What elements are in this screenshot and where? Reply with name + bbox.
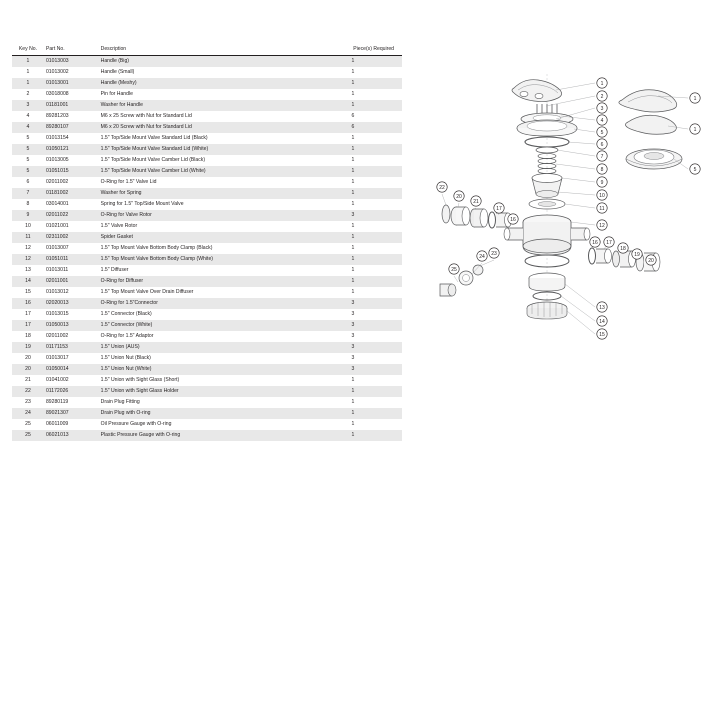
cell-quantity: 3	[351, 322, 355, 328]
callout-bubble-5	[690, 164, 700, 174]
cell-description: Spider Gasket	[100, 234, 133, 240]
cell-description: O-Ring for 1.5"Connector	[100, 300, 158, 306]
cell-key-number: 21	[25, 377, 31, 383]
cell-part-number: 02311002	[45, 234, 69, 240]
callout-label: 20	[648, 257, 654, 264]
callout-bubble-1	[597, 78, 607, 88]
cell-quantity: 3	[351, 355, 355, 361]
cell-quantity: 1	[351, 432, 355, 438]
table-row	[12, 287, 402, 298]
callout-bubble-8	[597, 164, 607, 174]
callout-bubble-20	[646, 255, 656, 265]
camber-lid-part	[626, 149, 682, 169]
cell-key-number: 5	[26, 157, 30, 163]
callout-label: 17	[496, 205, 502, 212]
callout-bubble-21	[471, 196, 481, 206]
cell-description: O-Ring for 1.5" Adaptor	[100, 333, 154, 339]
cell-key-number: 15	[25, 289, 31, 295]
table-row	[12, 254, 402, 265]
callout-bubble-1	[690, 124, 700, 134]
cell-quantity: 1	[351, 102, 355, 108]
callout-bubble-4	[597, 115, 607, 125]
cell-part-number: 03014001	[45, 201, 69, 207]
callout-label: 3	[600, 105, 604, 112]
cell-quantity: 1	[351, 58, 355, 64]
cell-quantity: 1	[351, 267, 355, 273]
cell-part-number: 01013002	[45, 69, 69, 75]
cell-description: 1.5" Union Nut (White)	[100, 366, 152, 372]
cell-description: Washer for Spring	[100, 190, 142, 196]
callout-label: 2	[600, 93, 604, 100]
cell-key-number: 7	[26, 190, 30, 196]
table-row	[12, 243, 402, 254]
cell-quantity: 1	[351, 179, 355, 185]
cell-quantity: 3	[351, 333, 355, 339]
cell-description: Handle (Meshy)	[100, 80, 137, 86]
table-row	[12, 155, 402, 166]
cell-part-number: 01051015	[45, 168, 69, 174]
cell-part-number: 01051011	[45, 256, 69, 262]
callout-label: 7	[600, 153, 604, 160]
cell-part-number: 01013154	[45, 135, 69, 141]
diagram-svg	[406, 56, 706, 356]
cell-description: Plastic Pressure Gauge with O-ring	[100, 432, 181, 438]
cell-key-number: 5	[26, 168, 30, 174]
cell-part-number: 02011002	[45, 179, 69, 185]
cell-part-number: 01050013	[45, 322, 69, 328]
cell-key-number: 16	[25, 300, 31, 306]
table-row	[12, 309, 402, 320]
cell-part-number: 01181001	[45, 102, 69, 108]
cell-description: 1.5" Union with Sight Glass Holder	[100, 388, 179, 394]
cell-quantity: 1	[351, 146, 355, 152]
cell-quantity: 6	[351, 124, 355, 130]
cell-key-number: 25	[25, 432, 31, 438]
drain-plug-gauge-group	[440, 265, 483, 296]
cell-description: 1.5" Top/Side Mount Valve Camber Lid (Black)	[100, 157, 206, 163]
callout-label: 8	[600, 166, 604, 173]
cell-key-number: 4	[26, 113, 30, 119]
callout-bubble-14	[597, 316, 607, 326]
cell-part-number: 89280119	[45, 399, 69, 405]
callout-bubble-18	[618, 243, 628, 253]
cell-key-number: 6	[26, 179, 30, 185]
cell-quantity: 1	[351, 256, 355, 262]
callout-label: 9	[600, 179, 604, 186]
table-row	[12, 177, 402, 188]
cell-description: Drain Plug Fitting	[100, 399, 140, 405]
callout-label: 1	[693, 126, 697, 133]
cell-description: Spring for 1.5" Top/Side Mount Valve	[100, 201, 184, 207]
callout-bubble-23	[489, 248, 499, 258]
cell-key-number: 1	[26, 58, 30, 64]
callout-label: 16	[592, 239, 598, 246]
cell-part-number: 89281203	[45, 113, 69, 119]
table-row	[12, 353, 402, 364]
column-header-description: Description	[98, 44, 330, 56]
table-row	[12, 408, 402, 419]
table-row	[12, 210, 402, 221]
callout-bubble-5	[597, 127, 607, 137]
cell-description: Pin for Handle	[100, 91, 133, 97]
table-row	[12, 430, 402, 441]
callout-label: 24	[479, 253, 485, 260]
cell-part-number: 01171153	[45, 344, 68, 350]
callout-bubble-11	[597, 203, 607, 213]
spring-washer-part	[536, 147, 558, 153]
callout-label: 19	[634, 251, 640, 258]
cell-quantity: 1	[351, 190, 355, 196]
cell-key-number: 12	[25, 256, 31, 262]
cell-part-number: 89021307	[45, 410, 69, 416]
cell-quantity: 3	[351, 311, 355, 317]
cell-part-number: 01172026	[45, 388, 69, 394]
callout-bubble-7	[597, 151, 607, 161]
callout-label: 6	[600, 141, 604, 148]
cell-key-number: 23	[25, 399, 31, 405]
cell-key-number: 9	[26, 212, 30, 218]
bottom-body-clamp-part	[525, 255, 569, 267]
cell-description: Handle (Small)	[100, 69, 135, 75]
table-row	[12, 276, 402, 287]
table-row	[12, 265, 402, 276]
cell-part-number: 01050121	[45, 146, 69, 152]
callout-bubble-12	[597, 220, 607, 230]
callout-label: 10	[599, 192, 605, 199]
cell-key-number: 22	[25, 388, 31, 394]
table-row	[12, 232, 402, 243]
cell-description: Handle (Big)	[100, 58, 129, 64]
callout-label: 21	[473, 198, 479, 205]
handle-big-part	[512, 80, 562, 102]
cell-part-number: 01013001	[45, 80, 69, 86]
cell-part-number: 03018008	[45, 91, 69, 97]
callout-label: 14	[599, 318, 605, 325]
cell-quantity: 1	[351, 91, 355, 97]
cell-part-number: 89280107	[45, 124, 69, 130]
callout-label: 17	[606, 239, 612, 246]
table-row	[12, 133, 402, 144]
cell-key-number: 3	[26, 102, 30, 108]
cell-description: O-Ring for Valve Rotor	[100, 212, 152, 218]
callout-label: 1	[693, 95, 697, 102]
callout-label: 22	[439, 184, 445, 191]
cell-quantity: 1	[351, 410, 355, 416]
cell-key-number: 14	[25, 278, 31, 284]
cell-quantity: 1	[351, 168, 355, 174]
table-row	[12, 199, 402, 210]
cell-key-number: 4	[26, 124, 30, 130]
cell-description: 1.5" Valve Rotor	[100, 223, 138, 229]
cell-part-number: 02011002	[45, 333, 69, 339]
cell-part-number: 02020013	[45, 300, 69, 306]
parts-table-header	[12, 44, 402, 56]
parts-table	[12, 44, 402, 441]
table-row	[12, 331, 402, 342]
cell-part-number: 02011022	[45, 212, 69, 218]
cell-description: 1.5" Diffuser	[100, 267, 129, 273]
table-row	[12, 298, 402, 309]
table-row	[12, 221, 402, 232]
cell-part-number: 01013012	[45, 289, 69, 295]
cell-part-number: 01021001	[45, 223, 69, 229]
cell-part-number: 01013015	[45, 311, 69, 317]
callout-bubble-10	[597, 190, 607, 200]
cell-description: 1.5" Connector (Black)	[100, 311, 152, 317]
cell-part-number: 01013007	[45, 245, 69, 251]
cell-quantity: 1	[351, 421, 355, 427]
callout-bubble-17	[604, 237, 614, 247]
spider-gasket-part	[529, 199, 565, 209]
table-row	[12, 100, 402, 111]
cell-part-number: 01013003	[45, 58, 69, 64]
callout-bubble-2	[597, 91, 607, 101]
cell-key-number: 1	[26, 80, 30, 86]
cell-key-number: 12	[25, 245, 31, 251]
cell-key-number: 13	[25, 267, 31, 273]
callout-bubble-24	[477, 251, 487, 261]
parts-table-body	[12, 56, 402, 442]
column-header-qty: Piece(s) Required	[329, 44, 402, 56]
callout-label: 11	[599, 205, 605, 212]
cell-description: 1.5" Connector (White)	[100, 322, 153, 328]
cell-quantity: 1	[351, 69, 355, 75]
callout-label: 23	[491, 250, 497, 257]
callout-bubble-19	[632, 249, 642, 259]
table-row	[12, 166, 402, 177]
callout-bubble-25	[449, 264, 459, 274]
cell-quantity: 1	[351, 388, 355, 394]
cell-part-number: 01013005	[45, 157, 69, 163]
cell-part-number: 01181002	[45, 190, 69, 196]
cell-description: Oil Pressure Gauge with O-ring	[100, 421, 172, 427]
cell-description: 1.5" Top/Side Mount Valve Camber Lid (White)	[100, 168, 206, 174]
callout-bubble-20	[454, 191, 464, 201]
cell-description: 1.5" Union (AUS)	[100, 344, 140, 350]
callout-bubble-16	[508, 214, 518, 224]
callout-label: 15	[599, 331, 605, 338]
cell-description: 1.5" Top Mount Valve Over Drain Diffuser	[100, 289, 194, 295]
callout-label: 12	[599, 222, 605, 229]
cell-key-number: 17	[25, 322, 31, 328]
cell-key-number: 2	[26, 91, 30, 97]
valve-rotor-part	[532, 174, 562, 198]
cell-description: M6 x 20 Screw with Nut for Standard Lid	[100, 124, 192, 130]
cell-key-number: 5	[26, 146, 30, 152]
cell-key-number: 20	[25, 355, 31, 361]
table-row	[12, 397, 402, 408]
callout-bubble-17	[494, 203, 504, 213]
standard-lid-part	[517, 120, 577, 136]
cell-description: O-Ring for Diffuser	[100, 278, 144, 284]
cell-part-number: 01013017	[45, 355, 69, 361]
cell-quantity: 6	[351, 113, 355, 119]
callout-bubble-15	[597, 329, 607, 339]
callout-bubble-13	[597, 302, 607, 312]
cell-description: 1.5" Union with Sight Glass (Short)	[100, 377, 180, 383]
cell-quantity: 3	[351, 366, 355, 372]
callout-bubble-9	[597, 177, 607, 187]
callout-bubble-1	[690, 93, 700, 103]
callout-label: 4	[600, 117, 604, 124]
cell-key-number: 20	[25, 366, 31, 372]
table-row	[12, 67, 402, 78]
callout-label: 13	[599, 304, 605, 311]
table-row	[12, 364, 402, 375]
callout-label: 18	[620, 245, 626, 252]
column-header-key: Key No.	[12, 44, 44, 56]
cell-description: 1.5" Top/Side Mount Valve Standard Lid (White)	[100, 146, 209, 152]
cell-quantity: 1	[351, 223, 355, 229]
cell-description: 1.5" Top/Side Mount Valve Standard Lid (Black)	[100, 135, 208, 141]
cell-part-number: 02011001	[45, 278, 69, 284]
handle-small-part	[625, 115, 676, 134]
cell-part-number: 01013011	[45, 267, 69, 273]
cell-key-number: 11	[25, 234, 31, 240]
cell-key-number: 25	[25, 421, 31, 427]
cell-description: M6 x 25 Screw with Nut for Standard Lid	[100, 113, 192, 119]
table-row	[12, 386, 402, 397]
cell-key-number: 10	[25, 223, 31, 229]
callout-label: 5	[693, 166, 697, 173]
table-row	[12, 122, 402, 133]
callout-bubble-16	[590, 237, 600, 247]
cell-description: 1.5" Union Nut (Black)	[100, 355, 151, 361]
column-header-part: Part No.	[44, 44, 98, 56]
cell-description: O-Ring for 1.5" Valve Lid	[100, 179, 157, 185]
callout-bubble-3	[597, 103, 607, 113]
cell-key-number: 8	[26, 201, 30, 207]
cell-description: 1.5" Top Mount Valve Bottom Body Clamp (White)	[100, 256, 213, 262]
table-row	[12, 56, 402, 68]
cell-quantity: 1	[351, 157, 355, 163]
table-row	[12, 375, 402, 386]
cell-part-number: 01041002	[45, 377, 69, 383]
cell-description: Drain Plug with O-ring	[100, 410, 151, 416]
cell-quantity: 1	[351, 278, 355, 284]
callout-label: 25	[451, 266, 457, 273]
table-row	[12, 144, 402, 155]
table-row	[12, 78, 402, 89]
table-row	[12, 111, 402, 122]
cell-quantity: 1	[351, 135, 355, 141]
table-row	[12, 320, 402, 331]
cell-quantity: 1	[351, 80, 355, 86]
table-row	[12, 89, 402, 100]
cell-description: Washer for Handle	[100, 102, 143, 108]
cell-key-number: 17	[25, 311, 31, 317]
callout-label: 1	[600, 80, 604, 87]
cell-part-number: 06021013	[45, 432, 69, 438]
table-row	[12, 188, 402, 199]
cell-description: 1.5" Top Mount Valve Bottom Body Clamp (Black)	[100, 245, 213, 251]
cell-part-number: 06011009	[45, 421, 69, 427]
cell-quantity: 1	[351, 399, 355, 405]
cell-quantity: 1	[351, 289, 355, 295]
callout-label: 16	[510, 216, 516, 223]
cell-quantity: 1	[351, 201, 355, 207]
cell-key-number: 5	[26, 135, 30, 141]
cell-quantity: 3	[351, 212, 355, 218]
table-row	[12, 342, 402, 353]
cell-quantity: 3	[351, 300, 355, 306]
cell-key-number: 18	[25, 333, 31, 339]
callout-bubble-6	[597, 139, 607, 149]
cell-key-number: 24	[25, 410, 31, 416]
callout-label: 5	[600, 129, 604, 136]
cell-key-number: 1	[26, 69, 30, 75]
cell-quantity: 1	[351, 377, 355, 383]
table-header-row	[12, 44, 402, 56]
cell-quantity: 1	[351, 234, 355, 240]
exploded-diagram	[406, 56, 706, 356]
cell-quantity: 3	[351, 344, 355, 350]
callout-label: 20	[456, 193, 462, 200]
cell-part-number: 01050014	[45, 366, 69, 372]
cell-key-number: 19	[25, 344, 31, 350]
table-row	[12, 419, 402, 430]
callout-bubble-22	[437, 182, 447, 192]
cell-quantity: 1	[351, 245, 355, 251]
handle-meshy-part	[619, 90, 677, 112]
